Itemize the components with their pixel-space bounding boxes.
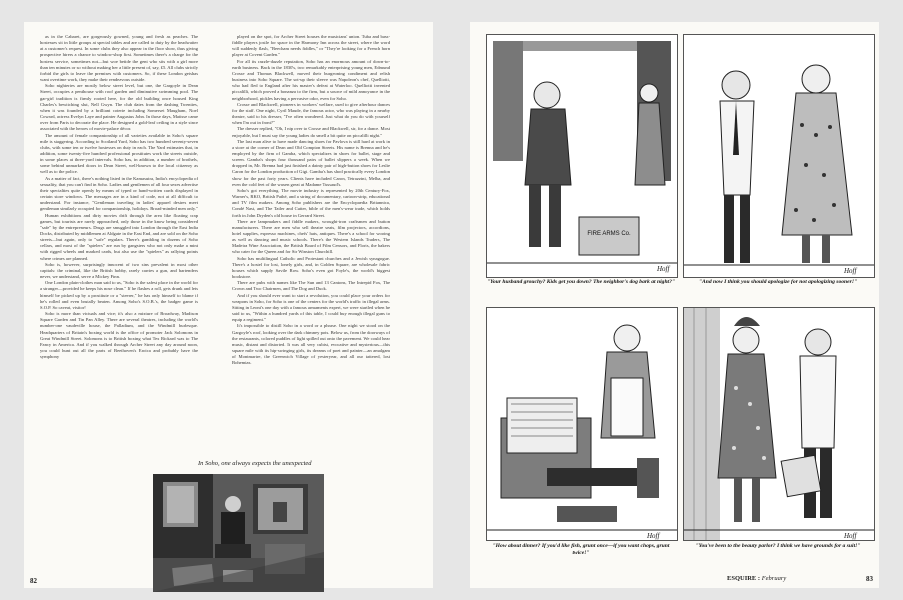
cartoon-panel-2 [683, 34, 875, 278]
issue-month: February [761, 575, 787, 582]
paragraph: Soho has multilingual Catholic and Protestant churches and a Jewish synagogue. There's a hostel for lost, lonely girls, and, in Golden Square, are wholesale fabric houses which supply Savile Row. Soho's even got Foyle's, the world's biggest bookstore. [232, 255, 390, 280]
cartoon-4-caption: "You've been to the beauty parlor? I think we have grounds for a suit!" [695, 543, 861, 549]
page-number: 82 [30, 577, 37, 585]
paragraph: The amount of female companionship of all varieties available in Soho's square mile is staggering. According to Scotland Yard, Soho has two hundred seventy-seven clubs, with some ten or twelve hostesses on duty in each. The Yard estimates that, in addition, some twenty-five hundred professional prostitutes work the streets outside, in some places at three-yard intervals. Soho has, in addition, a number of brothels, some behind unmarked doors in Dean Street, well-known to the local citizenry as well as to the police. [40, 132, 198, 175]
paragraph: Human exhibitions and dirty movies drift through the area like floating crap games, but tourists are rarely approached, only those in the know being considered "safe" by the entrepreneurs. Drugs are smuggled into London through the East India Docks, distributed by middlemen at Aldgate in the East End, and are sold on the Soho streets—but again, only to "safe" regulars. There's gambling in dozens of Soho cellars, and most of the "spielers" are run by gangsters who not only make a mint with rigged wheels and marked cards, but also use the "spielers" as rallying points where crimes are planned. [40, 212, 198, 261]
paragraph: Soho is more than victuals and vice; it's also a mixture of Broadway, Madison Square Garden and Tin Pan Alley. There are several theatres, including the world's number-one vaudeville house, the Palladium, and the Windmill burlesque. Headquarters of Britain's boxing world is the office of promoter Jack Solomons in Great Windmill Street. Solomons is to British boxing what Tex Rickard was to The Fancy in America. And if you walked through Archer Street any day around noon, you could hunt out all the parts of Beethoven's Eroica and probably have the symphony [40, 311, 198, 360]
painter-photo-illustration [153, 474, 324, 592]
article-column-2 [232, 34, 390, 474]
cartoon-panel-1 [486, 34, 678, 278]
cartoon-signature: Hoff [844, 532, 857, 540]
paragraph: The dresser replied, "Oh, I nip over to Crosse and Blackwell, sir, for a dance. Most enjoyable, but I must say the young ladies do smell a bit quite on piccalilli night." [232, 126, 390, 138]
cartoon-signature: Hoff [647, 532, 660, 540]
street-photo [153, 474, 324, 592]
paragraph: As a matter of fact, there's nothing listed in the Kamasutra, India's encyclopedia of sexuality, that you can't find in Soho. Ladies and gentlemen of all four sexes advertise their specialties quite openly by means of typed or hand-written cards displayed in certain store windows. The messages are in a kind of code, not at all difficult to understand. For instance, "Gentleman traveling in ladies' apparel desires meet gentleman similarly occupied for companionship, holidays. Broad-minded men only." [40, 175, 198, 212]
sign-text: FIRE ARMS Co. [587, 231, 631, 237]
right-page [470, 22, 879, 588]
cartoon-signature: Hoff [844, 267, 857, 275]
paragraph: There are pubs with names like The Sun and 13 Cantons, The Intrepid Fox, The Crown and Two Chairmen, and The Dog and Duck. [232, 280, 390, 292]
paragraph: Soho is, however, surprisingly innocent of two sins prevalent in most other capitals: the criminal, like the British hobby, rarely carries a gun, and bartenders never, we understand, serve a Mickey Finn. [40, 261, 198, 280]
paragraph: There are lampmakers and fiddle makers, wrought-iron craftsmen and button manufacturers. There are men who sell theatre seats, film projectors, accordions, hotel supplies, espresso machines, chefs' hats, antiques. There's a school for wooing as well as dancing and music schools. There's the Western Islands Traders, The Madeira Wine Association, the British Board of Film Censors, and Floris, the bakers who cater for the Queen and for Sir Winston Churchill. [232, 218, 390, 255]
paragraph: Crosse and Blackwell, pioneers in workers' welfare, used to give afterhour dances for the staff. One night, Cyril Maude, the famous actor, who was playing in a nearby theatre, said to his dresser, "I've often wondered. Just what do you do with yourself when I'm out in front?" [232, 101, 390, 126]
cartoon-2-illustration [684, 35, 874, 277]
paragraph: Soho nighteries are mostly below street level, but one, the Gargoyle in Dean Street, occupies a penthouse with roof garden and diminutive swimming pool. The gar-girl tradition is firmly rooted here, for the old building once housed King Charles's bewitching slut, Nell Gwyn. The club dates from the dashing Twenties, when it was founded by a brilliant coterie including Somerset Maugham, Noel Coward, actress Evelyn Laye and painter Augustus John. In those days, Matisse came over from Paris to decorate the place. He designed a gold-leaf ceiling in a style since associated with the heroes of movie-palace décor. [40, 83, 198, 132]
magazine-name: ESQUIRE [727, 575, 757, 582]
paragraph: as in the Cabaret, are gorgeously gowned, young and fresh as peaches. The hostesses sit in little groups at special tables and are called to duty by the headwaiter at a customer's request. In some clubs they also appear in the floor show, thus giving prospective hirers a chance to window-shop first. Sometimes there's a charge for the hostess service, sometimes not—but woe betide the gent who sits with a girl more than ten minutes or so without making her a little present of, say, £5. All clubs strictly forbid the girls to leave the premises with customers. So, if these London geishas want overtime work, they make their rendezvous outside. [40, 34, 198, 83]
cartoon-1-caption: "Your husband grouchy? Kids get you down? The neighbor's dog bark at night?" [486, 279, 676, 285]
paragraph: And if you should ever want to start a revolution, you could place your orders for weapons in Soho, for Soho is one of the centers for the world's traffic in illegal arms. Sitting in Leoni's one day with a famous armaments expert, we were startled when he said to us, "Within a hundred yards of this table, I could buy enough illegal guns to equip a regiment." [232, 292, 390, 323]
paragraph: It's impossible to distill Soho in a word or a phrase. One night we stood on the Gargoyle's roof, looking over the dark chimney pots. Below us, from the doorways of the restaurants, colored puddles of light spilled out onto the pavement. We could hear music, distant and distorted. It was all very cubist, evocative and mysterious—this square mile with its hip-swinging girls, its dreams of poet and painter—an amalgam of Montmartre, the Greenwich Village of yesteryear, and all our tattered, lost Bohemias. [232, 323, 390, 366]
paragraph: One London plain-clothes man said to us, "Soho is the safest place in the world for a stranger—provided he keeps his nose clean." If he flashes a roll, gets drunk and lets himself be picked up by a prostitute or a "steerer," he has only himself to blame if he's rolled and even brutally beaten. Among Soho's S.O.B.'s, the badger game is S.O.P. So caveat, visitor! [40, 280, 198, 310]
photo-caption: In Soho, one always expects the unexpected [198, 460, 312, 467]
paragraph: Soho's got everything. The movie industry is represented by 20th Century-Fox, Warner's, RKO, British Pathé, and a string of documentary, cartoon-strip, educational and TV film makers. Among Soho publishers are the Encyclopaedia Britannica, Condé Nast, and The Tatler and Cutter, bible of the men's-wear trade, which holds forth in John Dryden's old house in Gerrard Street. [232, 187, 390, 218]
cartoon-1-illustration [487, 35, 677, 277]
article-column-1 [40, 34, 198, 484]
magazine-footer: ESQUIRE : February [727, 575, 787, 582]
page-number: 83 [866, 575, 873, 583]
cartoon-panel-4 [683, 307, 875, 541]
cartoon-panel-3 [486, 307, 678, 541]
left-page [24, 22, 433, 588]
cartoon-3-caption: "How about dinner? If you'd like fish, grunt once—if you want chops, grunt twice!" [492, 543, 670, 556]
paragraph: played on the spot, for Archer Street houses the musicians' union. Tuba and bass-fiddle players jostle for space in the Harmony Inn across the street, where the word will suddenly flash, "Beecham needs fiddles," or "They're looking for a French horn player at Covent Garden." [232, 34, 390, 58]
cartoon-2-caption: "And now I think you should apologize for not apologizing sooner!" [698, 279, 858, 285]
cartoon-3-illustration [487, 308, 677, 540]
cartoon-4-illustration [684, 308, 874, 540]
paragraph: The last man alive to have made dancing shoes for Pavlova is still hard at work in a store at the corner of Dean and Old Compton Streets. His name is Brenna and he's employed by the firm of Gamba, which specializes in shoes for ballet, stage and screen. Gamba's shops four thousand pairs of ballet slippers a week. When we dropped in, Mr. Brenna had just finished a dainty pair of high-button shoes for Leslie Caron for the London production of Gigi. Gamba's has shod practically every London show for the past forty years. Clients have included Caron, Tetrazzini, Melba, and even the cold feet of the waxen great at Madame Tussaud's. [232, 138, 390, 187]
cartoon-signature: Hoff [657, 265, 670, 273]
paragraph: For all its razzle-dazzle reputation, Soho has an enormous amount of down-to-earth business. Back in the 1830's, two remarkably enterprising young men, Edmund Crosse and Thomas Blackwell, moved their burgeoning condiment and relish business into Soho Square. The sot-up their sleeve was Napoleon's chef, Quelliotti, who had fled to England after his master's defeat at Waterloo. Quelliotti invented piccalilli, which proved a bonanza to the firm, but a source of mild annoyance in the neighborhood, pickles having a pervasive odor, even for Soho. [232, 58, 390, 101]
